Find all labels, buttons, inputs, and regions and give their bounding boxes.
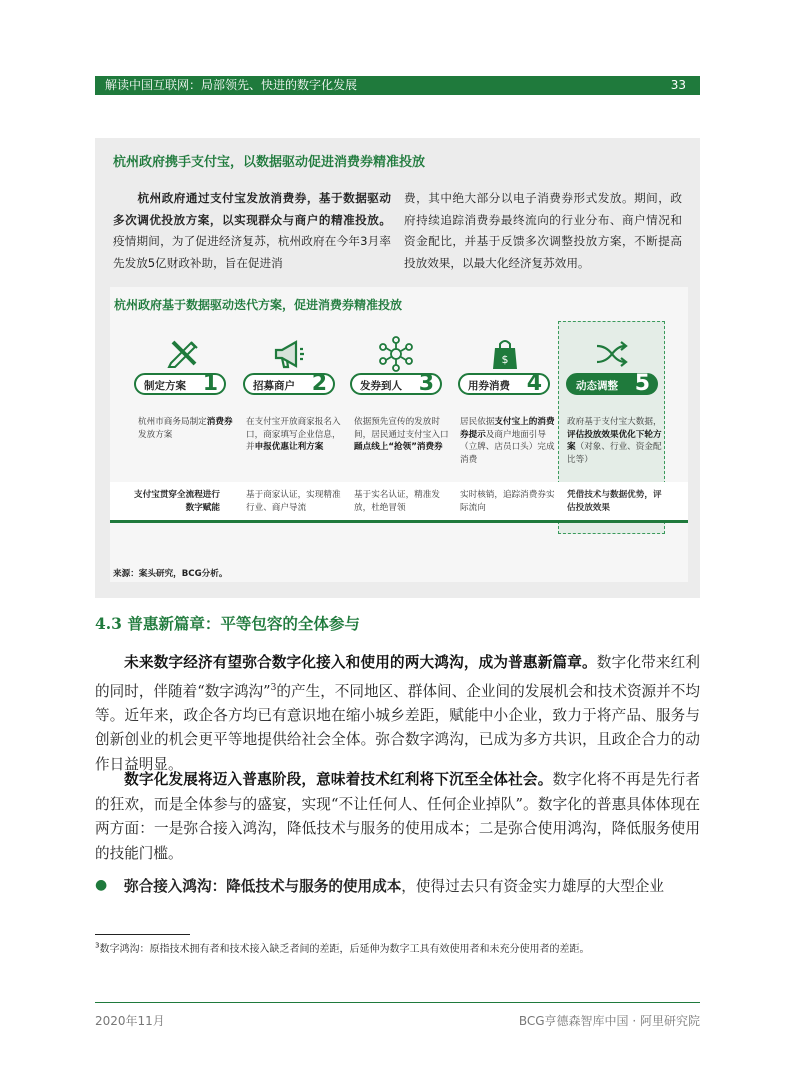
step-4-label: 用券消费 [468, 380, 510, 392]
bullet-item: 弥合接入鸿沟：降低技术与服务的使用成本，使得过去只有资金实力雄厚的大型企业 [124, 878, 664, 895]
step-1-number: 1 [202, 371, 218, 396]
step-1-label: 制定方案 [144, 380, 186, 392]
step-2-pill [243, 373, 335, 395]
shopping-bag-icon [487, 336, 523, 372]
network-icon [378, 336, 414, 372]
step-4-desc: 居民依据支付宝上的消费券提示及商户地面引导（立牌、店员口头）完成消费 [460, 417, 555, 465]
source-note: 来源：案头研究，BCG分析。 [113, 569, 228, 579]
header-title: 解读中国互联网：局部领先、快进的数字化发展 [105, 78, 358, 92]
step-1-desc: 杭州市商务局制定消费券发放方案 [138, 417, 233, 440]
step-1-pill [134, 373, 226, 395]
step-5-desc: 政府基于支付宝大数据，评估投放效果优化下轮方案（对象、行业、资金配比等） [567, 417, 662, 465]
paragraph-2: 数字化发展将迈入普惠阶段，意味着技术红利将下沉至全体社会。数字化将不再是先行者的狂欢，而是全体参与的盛宴，实现“不让任何人、任何企业掉队”。数字化的普惠具体体现在两方面：一是弥合接入鸿沟，降低技术与服务的使用成本；二是弥合使用鸿沟，降低服务使用的技能门槛。 [95, 771, 700, 862]
step-5-number: 5 [634, 371, 650, 396]
section-heading: 4.3 普惠新篇章：平等包容的全体参与 [95, 614, 360, 633]
step-2-desc: 在支付宝开放商家报名入口，商家填写企业信息，并申报优惠让利方案 [246, 417, 341, 452]
case-body-right: 费，其中绝大部分以电子消费券形式发放。期间，政府持续追踪消费券最终流向的行业分布、商户情况和资金配比，并基于反馈多次调整投放方案，不断提高投放效果，以最大化经济复苏效用。 [404, 191, 682, 270]
step-5-label: 动态调整 [576, 380, 618, 392]
svg-text:$: $ [501, 353, 509, 366]
pencil-ruler-icon [165, 336, 201, 372]
step-5-pill [566, 373, 658, 395]
step-4-number: 4 [526, 371, 542, 396]
case-body-bold: 杭州政府通过支付宝发放消费券，基于数据驱动多次调优投放方案，以实现群众与商户的精准投放。 [113, 191, 391, 227]
step-2-label: 招募商户 [253, 380, 295, 392]
bullet-icon: ● [95, 877, 108, 893]
support-row-rule [110, 520, 688, 523]
megaphone-icon [270, 336, 306, 372]
case-body-left-text: 疫情期间，为了促进经济复苏，杭州政府在今年3月率先发放5亿财政补助，旨在促进消 [113, 234, 391, 270]
step-3-number: 3 [418, 371, 434, 396]
step-3-label: 发券到人 [360, 380, 402, 392]
diagram-title: 杭州政府基于数据驱动迭代方案，促进消费券精准投放 [114, 298, 403, 312]
shuffle-icon [594, 336, 630, 372]
step-2-number: 2 [311, 371, 327, 396]
footnote: $^3$数字鸿沟：原指技术拥有者和技术接入缺乏者间的差距，后延伸为数字工具有效使用者和未充分使用者的差距。 [95, 941, 590, 955]
step-4-pill [458, 373, 550, 395]
case-study-title: 杭州政府携手支付宝，以数据驱动促进消费券精准投放 [113, 155, 426, 170]
step-3-pill [350, 373, 442, 395]
running-header [95, 76, 700, 95]
step-4-support: 实时核销，追踪消费券实际流向 [460, 490, 555, 513]
step-5-support: 凭借技术与数据优势，评估投放效果 [567, 490, 662, 513]
footnote-rule [95, 934, 190, 935]
support-row-label: 支付宝贯穿全流程进行数字赋能 [134, 490, 220, 513]
case-body-left [113, 188, 391, 274]
footer-org: BCG亨德森智库中国 · 阿里研究院 [518, 1014, 700, 1028]
step-2-support: 基于商家认证，实现精准行业、商户导流 [246, 490, 341, 513]
paragraph-1: 未来数字经济有望弥合数字化接入和使用的两大鸿沟，成为普惠新篇章。数字化带来红利的同时，伴随着“数字鸿沟”$^3$的产生，不同地区、群体间、企业间的发展机会和技术资源并不均等。近年来，政企各方均已有意识地在缩小城乡差距，赋能中小企业，致力于将产品、服务与创新创业的机会更平等地提供给社会全体。弥合数字鸿沟，已成为多方共识，且政企合力的动作日益明显。 [95, 654, 700, 773]
footer-rule [95, 1002, 700, 1003]
footer-date: 2020年11月 [95, 1014, 165, 1028]
step-3-desc: 依据预先宣传的发放时间，居民通过支付宝入口踊点线上“抢领”消费券 [354, 417, 449, 452]
step-3-support: 基于实名认证，精准发放，杜绝冒领 [354, 490, 440, 513]
page-number: 33 [670, 78, 686, 92]
